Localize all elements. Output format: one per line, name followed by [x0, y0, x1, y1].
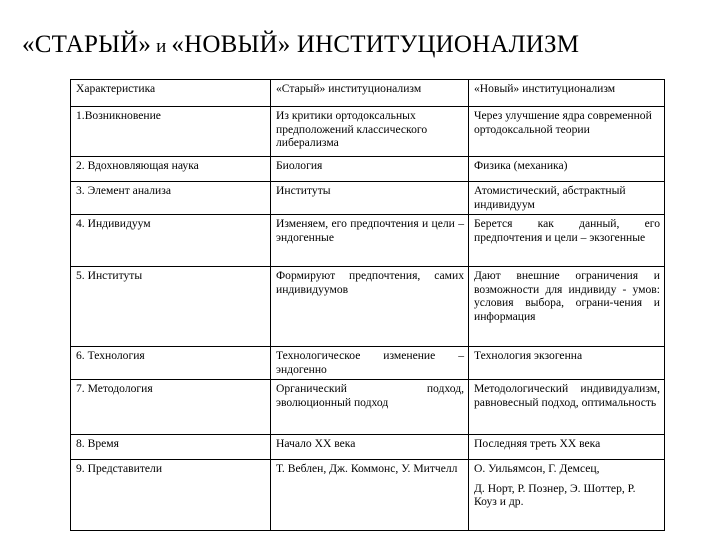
title-old: «СТАРЫЙ» — [22, 31, 152, 58]
row-label: 3. Элемент анализа — [71, 182, 271, 215]
row-label: 8. Время — [71, 435, 271, 460]
table-row — [71, 267, 665, 347]
header-new: «Новый» институционализм — [469, 80, 665, 107]
table-row — [71, 380, 665, 435]
row-old: Т. Веблен, Дж. Коммонс, У. Митчелл — [271, 460, 469, 531]
representatives-line-2: Д. Норт, Р. Познер, Э. Шоттер, Р. Коуз и др. — [474, 481, 636, 508]
row-old: Биология — [271, 157, 469, 182]
row-old: Институты — [271, 182, 469, 215]
table-row — [71, 157, 665, 182]
comparison-table — [70, 79, 665, 531]
row-new: Последняя треть XX века — [469, 435, 665, 460]
row-label: 1.Возникновение — [71, 107, 271, 157]
row-label: 4. Индивидуум — [71, 215, 271, 267]
row-label: 5. Институты — [71, 267, 271, 347]
row-old: Из критики ортодоксальных предположений классического либерализма — [271, 107, 469, 157]
header-characteristic: Характеристика — [71, 80, 271, 107]
row-new: Технология экзогенна — [469, 347, 665, 380]
row-old: Органический подход, эволюционный подход — [271, 380, 469, 435]
row-label: 7. Методология — [71, 380, 271, 435]
slide-title — [22, 30, 579, 62]
table-row — [71, 182, 665, 215]
row-label: 9. Представители — [71, 460, 271, 531]
table-row — [71, 460, 665, 531]
title-conjunction: и — [151, 36, 172, 57]
row-new: Методологический индивидуализм, равновесный подход, оптимальность — [469, 380, 665, 435]
representatives-line-1: О. Уильямсон, Г. Демсец, — [474, 462, 600, 475]
table-row — [71, 435, 665, 460]
row-new: Через улучшение ядра современной ортодоксальной теории — [469, 107, 665, 157]
table-row — [71, 347, 665, 380]
row-old: Изменяем, его предпочтения и цели – эндогенные — [271, 215, 469, 267]
title-new: «НОВЫЙ» ИНСТИТУЦИОНАЛИЗМ — [171, 31, 580, 58]
row-new — [469, 460, 665, 531]
row-new: Атомистический, абстрактный индивидуум — [469, 182, 665, 215]
header-old: «Старый» институционализм — [271, 80, 469, 107]
table-header-row — [71, 80, 665, 107]
row-new: Берется как данный, его предпочтения и цели – экзогенные — [469, 215, 665, 267]
row-old: Формируют предпочтения, самих индивидуумов — [271, 267, 469, 347]
row-old: Технологическое изменение – эндогенно — [271, 347, 469, 380]
row-label: 6. Технология — [71, 347, 271, 380]
row-old: Начало XX века — [271, 435, 469, 460]
row-new: Дают внешние ограничения и возможности для индивиду - умов: условия выбора, ограни-чения и информация — [469, 267, 665, 347]
table-row — [71, 215, 665, 267]
row-new: Физика (механика) — [469, 157, 665, 182]
table-row — [71, 107, 665, 157]
row-label: 2. Вдохновляющая наука — [71, 157, 271, 182]
